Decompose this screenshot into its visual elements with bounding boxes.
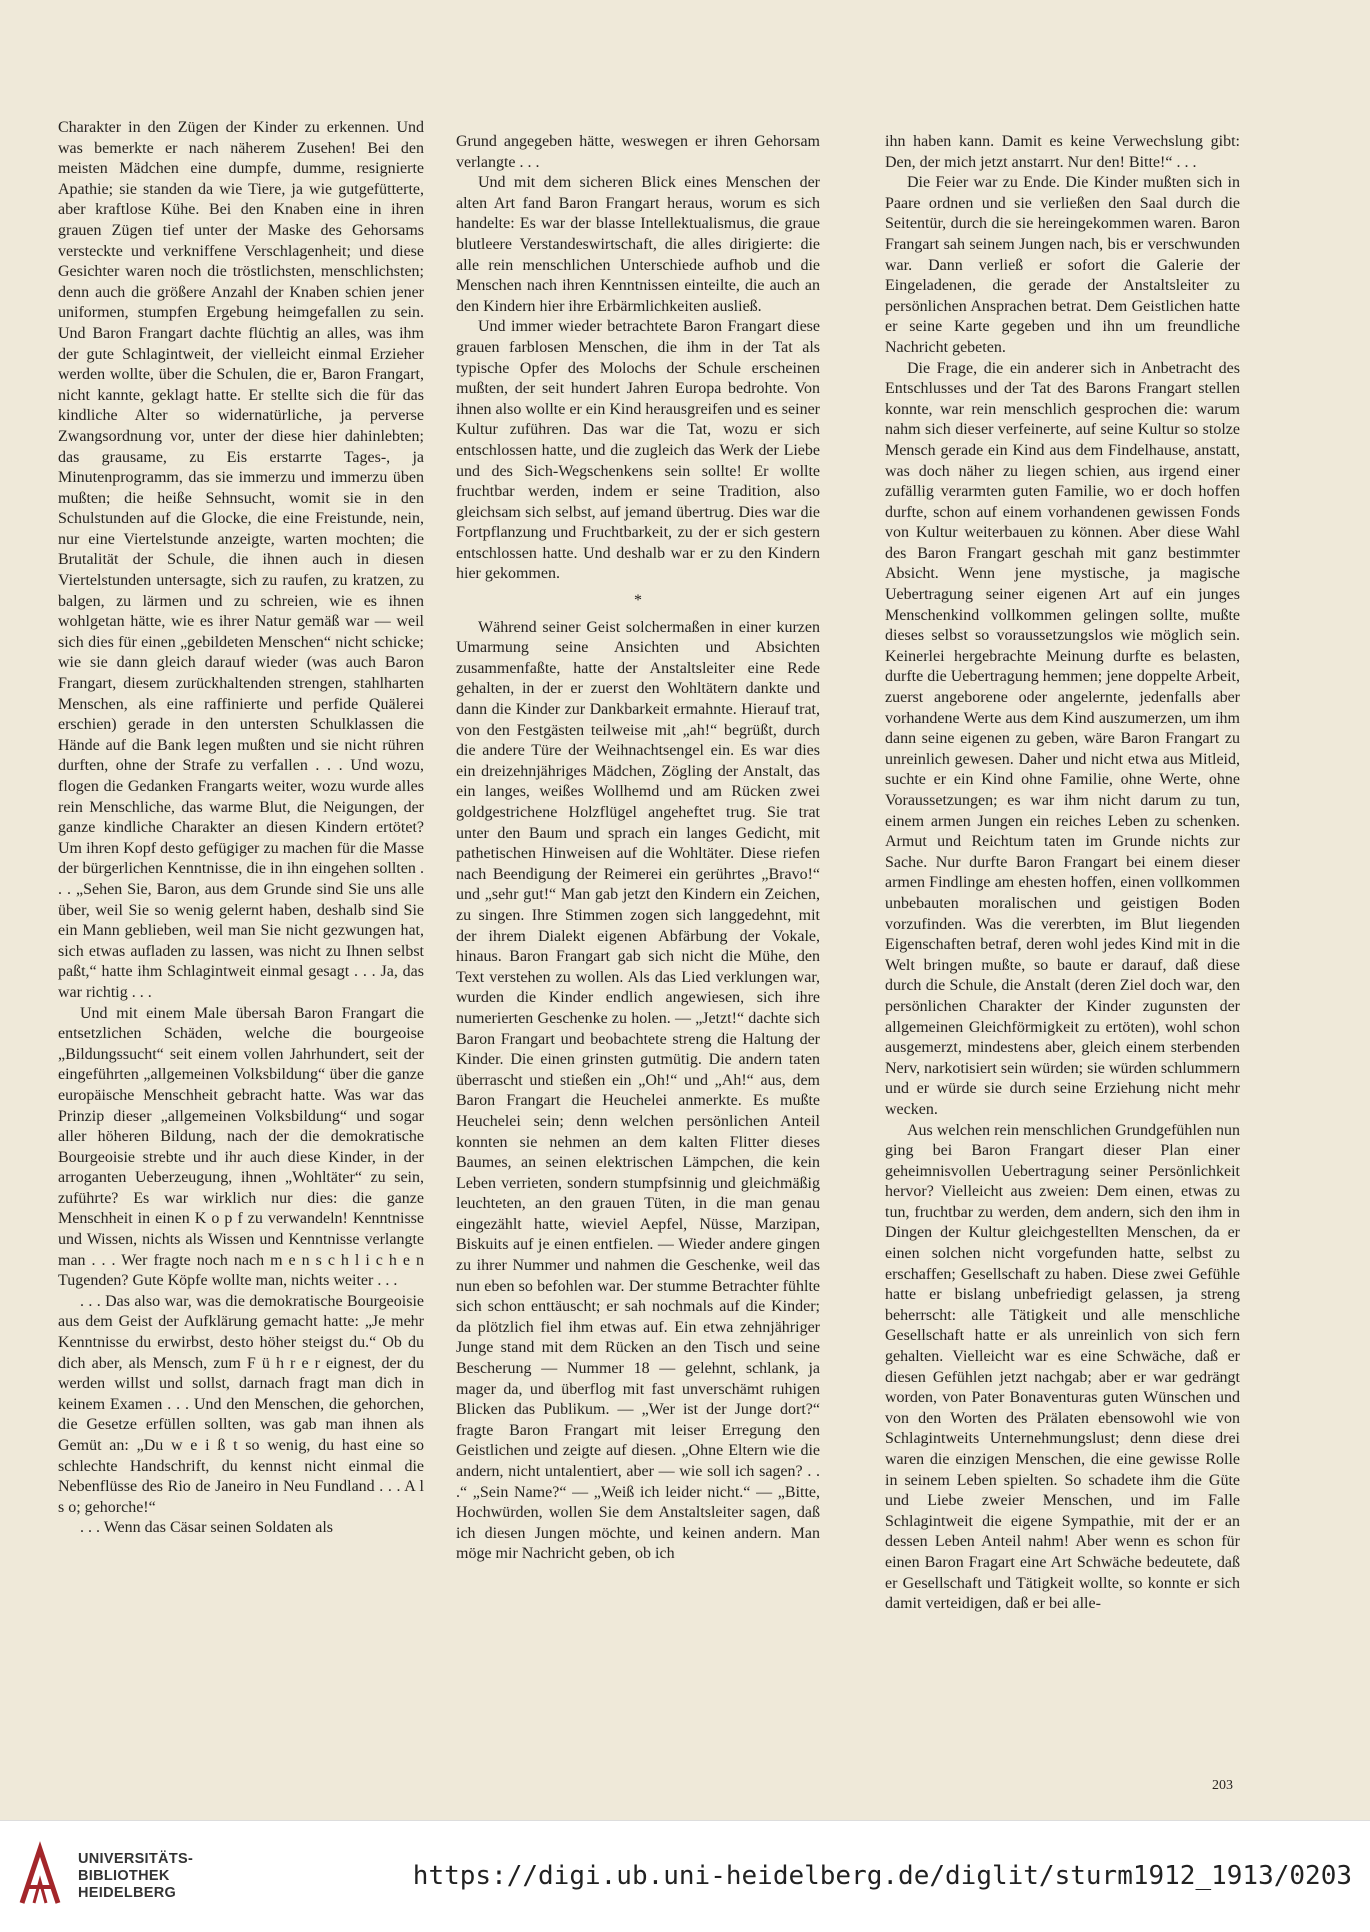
paragraph: . . . Wenn das Cäsar seinen Soldaten als — [80, 1519, 334, 1537]
paragraph: Die Frage, die ein anderer sich in Anbetracht des Entschlusses und der Tat des Barons Frangart stellen konnte, war rein menschlich gesprochen die: warum nahm sich dieser verfeinerte, auf seine Kultur so stolze Mensch gerade ein Kind aus dem Findelhause, anstatt, was doch näher zu liegen schien, aus irgend einer zufällig verarmten guten Familie, wo er doch hoffen durfte, schon auf einem vorhandenen gewissen Fonds von Kultur weiterbauen zu können. Aber diese Wahl des Baron Frangart geschah mit ganz bestimmter Absicht. Wenn jene mystische, ja magische Uebertragung seiner eigenen Art auf ein junges Menschenkind vollkommen gelingen sollte, mußte dieses selbst so voraussetzungslos wie möglich sein. Keinerlei hergebrachte Meinung durfte es belasten, durfte die Uebertragung hemmen; jene doppelte Arbeit, zuerst angeborene oder angelernte, jedenfalls aber vorhandene Werte aus dem Kind auszumerzen, um ihm dann seine eigenen zu geben, wäre Baron Frangart zu unreinlich gewesen. Daher und nicht etwa aus Mitleid, suchte er ein Kind ohne Familie, ohne Werte, ohne Voraussetzungen; es war ihm nicht darum zu tun, einem armen Jungen ein reiches Leben zu schenken. Armut und Reichtum taten im Grunde nichts zur Sache. Nur durfte Baron Frangart bei einem dieser armen Findlinge am ehesten hoffen, einen vollkommen unbebauten moralischen und geistigen Boden vorzufinden. Was die vererbten, im Blut liegenden Eigenschaften betraf, deren wohl jedes Kind mit in die Welt bringen mußte, so baute er darauf, daß diese durch die Schule, die Anstalt (deren Ziel doch war, den persönlichen Charakter der Kinder zugunsten der allgemeinen Gleichförmigkeit zu ertöten), wohl schon ausgemerzt, mindestens aber, gleich einem sterbenden Nerv, narkotisiert sein würden; sie würden schlummern und er würde sie durch seine Erziehung nicht mehr wecken. — [885, 359, 1240, 1118]
paragraph: Und mit einem Male übersah Baron Frangart die entsetzlichen Schäden, welche die bourgeoise „Bildungssucht“ seit einem vollen Jahrhundert, seit der eingeführten „allgemeinen Volksbildung“ über die ganze europäische Menschheit gebracht hatte. Was war das Prinzip dieser „allgemeinen Volksbildung“ und sogar aller höheren Bildung, nach der die demokratische Bourgeoisie strebte und ihr auch diese Kinder, in der arroganten Ueberzeugung, ihnen „Wohltäter“ zu sein, zuführte? Es war wirklich nur dies: die ganze Menschheit in einen K o p f zu verwandeln! Kenntnisse und Wissen, nichts als Wissen und Kenntnisse verlangte man . . . Wer fragte noch nach m e n s c h l i c h e n Tugenden? Gute Köpfe wollte man, nichts weiter . . . — [58, 1004, 424, 1290]
paragraph: ihn haben kann. Damit es keine Verwechslung gibt: Den, der mich jetzt anstarrt. Nur den! Bitte!“ . . . — [885, 133, 1240, 171]
paragraph: Grund angegeben hätte, weswegen er ihren Gehorsam verlangte . . . — [456, 133, 820, 171]
permalink-url[interactable]: https://digi.ub.uni-heidelberg.de/diglit/sturm1912_1913/0203 — [412, 1861, 1352, 1891]
section-separator: * — [634, 592, 642, 610]
paragraph: Charakter in den Zügen der Kinder zu erkennen. Und was bemerkte er nach näherem Zusehen! Bei den meisten Mädchen eine dumpfe, dumme, resignierte Apathie; sie standen da wie Tiere, ja wie gutgefütterte, aber kraftlose Kühe. Bei den Knaben eine in ihren grauen Zügen tief unter der Maske des Gehorsams versteckte und verkniffene Verschlagenheit; und diese Gesichter waren noch die tröstlichsten, menschlichsten; denn auch die größere Anzahl der Knaben schien jener uniformen, stumpfen Ergebung heimgefallen zu sein. Und Baron Frangart dachte flüchtig an alles, was ihm der gute Schlagintweit, der vielleicht einmal Erzieher werden wollte, über die Schulen, die er, Baron Frangart, nicht kannte, geklagt hatte. Er stellte sich die für das kindliche Alter so widernatürliche, ja perverse Zwangsordnung vor, unter der diese hier dahinlebten; das grausame, zu Eis erstarrte Tages-, ja Minutenprogramm, das sie immerzu und immerzu üben mußten; die heiße Sehnsucht, womit sie in den Schulstunden auf die Glocke, die eine Freistunde, nein, nur eine Viertelstunde anzeigte, warten mochten; die Brutalität der Schule, die ihnen auch in diesen Viertelstunden untersagte, sich zu raufen, zu kratzen, zu balgen, zu lärmen und zu schreien, wie es ihnen wohlgetan hätte, wie es ihrer Natur gemäß war — weil sich dies für einen „gebildeten Menschen“ nicht schicke; wie sie dann gleich darauf wieder (was auch Baron Frangart, diesem zurückhaltenden strengen, stahlharten Menschen, als eine raffinierte und perfide Quälerei erschien) gerade in den untersten Schulklassen die Hände auf die Bank legen mußten und sie nicht rühren durften, ohne der Strafe zu verfallen . . . Und wozu, flogen die Gedanken Frangarts weiter, wozu wurde alles rein Menschliche, das warme Blut, die Neigungen, der ganze kindliche Charakter an diesen Kindern ertötet? Um ihren Kopf desto gefügiger zu machen für die Masse der bürgerlichen Kenntnisse, die in ihn eingehen sollten . . . „Sehen Sie, Baron, aus dem Grunde sind Sie uns alle über, weil Sie so wenig gelernt haben, deshalb sind Sie ein Mann geblieben, weil man Sie nicht gezwungen hat, sich etwas aufladen zu lassen, was nicht zu Ihnen selbst paßt,“ hatte ihm Schlagintweit einmal gesagt . . . Ja, das war richtig . . . — [58, 119, 424, 1001]
paragraph: Die Feier war zu Ende. Die Kinder mußten sich in Paare ordnen und sie verließen den Saal durch die Seitentür, durch die sie hereingekommen waren. Baron Frangart sah seinem Jungen nach, bis er verschwunden war. Dann verließ er sofort die Galerie der Eingeladenen, die gerade der Anstaltsleiter zu persönlichen Ansprachen betrat. Dem Geistlichen hatte er seine Karte gegeben und ihn um freundliche Nachricht gebeten. — [885, 174, 1240, 356]
text-column-2 — [456, 132, 820, 1565]
paragraph: . . . Das also war, was die demokratische Bourgeoisie aus dem Geist der Aufklärung gemacht hatte: „Je mehr Kenntnisse du erwirbst, desto höher steigst du.“ Ob du dich aber, als Mensch, zum F ü h r e r eignest, der du werden willst und sollst, darnach fragt man dich in keinem Examen . . . Und den Menschen, die gehorchen, die Gesetze erfüllen sollten, was gab man ihnen als Gemüt an: „Du w e i ß t so wenig, du hast eine so schlechte Handschrift, du kennst nicht einmal die Nebenflüsse des Rio de Janeiro in Neu Fundland . . . A l s o; gehorche!“ — [58, 1292, 424, 1516]
footer-bar — [0, 1820, 1370, 1932]
text-column-3 — [885, 132, 1240, 1615]
institution-line-2: BIBLIOTHEK — [78, 1868, 170, 1884]
paragraph: Aus welchen rein menschlichen Grundgefühlen nun ging bei Baron Frangart dieser Plan einer geheimnisvollen Uebertragung seiner Persönlichkeit hervor? Vielleicht aus zweien: Dem einen, etwas zu tun, fruchtbar zu werden, dem andern, sich den ihm in Dingen der Kultur gleichgestellten Menschen, da er einen solchen nicht vorgefunden hatte, selbst zu erschaffen; Gesellschaft zu haben. Diese zwei Gefühle hatte er bislang unbefriedigt gelassen, ja streng beherrscht: alle Tätigkeit und alle menschliche Gesellschaft hatte er als unreinlich von sich fern gehalten. Vielleicht war es eine Schwäche, daß er diesen Gefühlen jetzt nachgab; aber er war gedrängt worden, von Pater Bonaventuras guten Wünschen und von den Worten des Prälaten ebensowohl wie von Schlagintweits Unternehmungslust; denn diese drei waren die einzigen Menschen, die eine gewisse Rolle in seinem Leben spielten. So schadete ihm die Güte und Liebe zweier Menschen, und im Falle Schlagintweit die eigene Sympathie, mit der er an dessen Leben Anteil nahm! Aber wenn es schon für einen Baron Fragart eine Art Schwäche bedeutete, daß er Gesellschaft und Tätigkeit wollte, so konnte er sich damit verteidigen, daß er bei alle- — [885, 1121, 1240, 1613]
paragraph: Während seiner Geist solchermaßen in einer kurzen Umarmung seine Ansichten und Absichten zusammenfaßte, hatte der Anstaltsleiter eine Rede gehalten, in der er zuerst den Wohltätern dankte und dann die Kinder zur Dankbarkeit ermahnte. Hierauf trat, von den Festgästen teilweise mit „ah!“ begrüßt, durch die andere Türe der Weihnachtsengel ein. Es war dies ein dreizehnjähriges Mädchen, Zögling der Anstalt, das ein langes, weißes Wollhemd und am Rücken zwei goldgestrichene Holzflügel angeheftet trug. Sie trat unter den Baum und sprach ein langes Gedicht, mit pathetischen Hinweisen auf die Wohltäter. Diese riefen nach Beendigung der Reimerei ein gerührtes „Bravo!“ und „sehr gut!“ Man gab jetzt den Kindern ein Zeichen, zu singen. Ihre Stimmen zogen sich langgedehnt, mit der ihrem Dialekt eigenen Abfärbung der Vokale, hinaus. Baron Frangart gab sich nicht die Mühe, den Text verstehen zu wollen. Als das Lied verklungen war, wurden die Kinder endlich angewiesen, sich ihre numerierten Geschenke zu holen. — „Jetzt!“ dachte sich Baron Frangart und beobachtete streng die Haltung der Kinder. Die einen grinsten gutmütig. Die andern taten überrascht und stießen ein „Oh!“ und „Ah!“ aus, dem Baron Frangart die Heuchelei anmerkte. Es mußte Heuchelei sein; denn welchen persönlichen Anteil konnten sie nehmen an dem kalten Flitter dieses Baumes, an seinen elektrischen Lämpchen, die kein Leben verrieten, sondern stumpfsinnig und gleichmäßig leuchteten, an den grauen Tüten, in die man genau eingezählt hatte, wieviel Aepfel, Nüsse, Marzipan, Biskuits auf je einen entfielen. — Wieder andere gingen zu ihrer Nummer und nahmen die Geschenke, weil das nun eben so befohlen war. Der stumme Betrachter fühlte sich schon enttäuscht; er sah nochmals auf die Kinder; da plötzlich fiel ihm etwas auf. Ein etwa zehnjähriger Junge stand mit dem Rücken an den Tisch und seine Bescherung — Nummer 18 — gelehnt, schlank, ja mager da, und überflog mit fast unverschämt ruhigen Blicken das Publikum. — „Wer ist der Junge dort?“ fragte Baron Frangart mit leiser Erregung den Geistlichen und zeigte auf diesen. „Ohne Eltern wie die andern, nicht untalentiert, aber — wie soll ich sagen? . . .“ „Sein Name?“ — „Weiß ich leider nicht.“ — „Bitte, Hochwürden, wollen Sie dem Anstaltsleiter sagen, daß ich diesen Jungen möchte, und keinen andern. Man möge mir Nachricht geben, ob ich — [456, 618, 820, 1563]
page-number: 203 — [1212, 1778, 1233, 1793]
paragraph: Und mit dem sicheren Blick eines Menschen der alten Art fand Baron Frangart heraus, worum es sich handelte: Es war der blasse Intellektualismus, die graue blutleere Verstandeswirtschaft, die alles dirigierte: die alle rein menschlichen Unterschiede aufhob und die Menschen nach ihren Kenntnissen einteilte, die auch an den Kindern hier ihre Erbärmlichkeiten ausließ. — [456, 174, 820, 315]
institution-line-3: HEIDELBERG — [78, 1885, 177, 1901]
paragraph: Und immer wieder betrachtete Baron Frangart diese grauen farblosen Menschen, die ihm in der Tat als typische Opfer des Molochs der Schule erscheinen mußten, der seit hundert Jahren Europa bedrohte. Von ihnen also wollte er ein Kind herausgreifen und es seiner Kultur zuführen. Das war die Tat, wozu er sich entschlossen hatte, und die zugleich das Werk der Liebe und des Sich-Wegschenkens sein sollte! Er wollte fruchtbar werden, indem er seine Tradition, also gleichsam sich selbst, auf jemand übertrug. Dies war die Fortpflanzung und Fruchtbarkeit, zu der er sich gestern entschlossen hatte. Und deshalb war er zu den Kindern hier gekommen. — [456, 318, 820, 583]
ub-heidelberg-logo-icon — [14, 1841, 66, 1913]
text-column-1 — [58, 118, 424, 1539]
institution-line-1: UNIVERSITÄTS- — [78, 1851, 194, 1867]
institution-name — [78, 1851, 193, 1902]
